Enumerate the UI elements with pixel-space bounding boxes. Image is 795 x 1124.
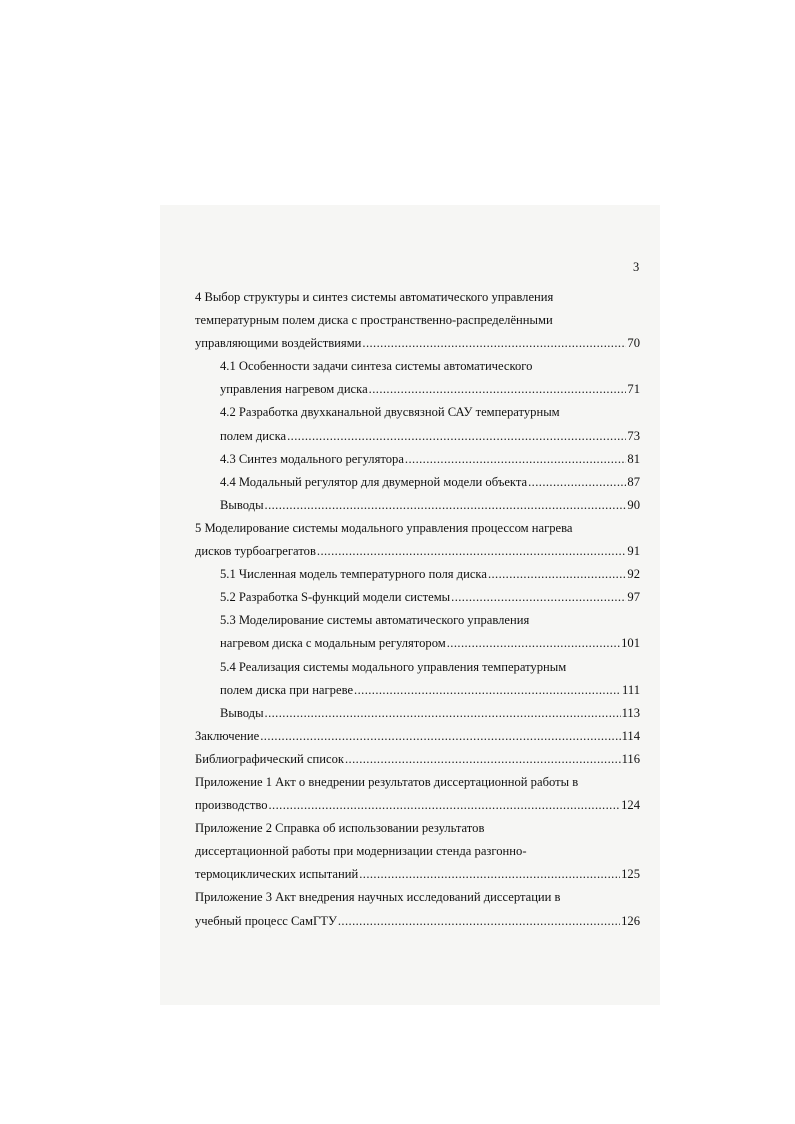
toc-section-4-1-line-1: 4.1 Особенности задачи синтеза системы автоматического [220, 359, 533, 374]
dot-leader [338, 910, 620, 933]
toc-entry-page: 125 [621, 867, 640, 882]
toc-entry-page: 114 [621, 728, 640, 743]
toc-section-4-2-entry [195, 425, 640, 448]
toc-entry-title: 5.1 Численная модель температурного поля диска [220, 567, 487, 582]
toc-entry-title: Библиографический список [195, 751, 344, 766]
dot-leader [359, 863, 620, 886]
toc-section-5-1-entry [195, 563, 640, 586]
toc-section-4-3-entry [195, 448, 640, 471]
toc-entry-title: Выводы [220, 705, 264, 720]
toc-entry-title: термоциклических испытаний [195, 867, 359, 882]
toc-entry-page: 70 [627, 336, 640, 351]
toc-appendix-2-entry [195, 863, 640, 886]
toc-entry-page: 111 [622, 682, 640, 697]
dot-leader [451, 586, 626, 609]
page-number: 3 [633, 260, 640, 274]
toc-appendix-3-line-1: Приложение 3 Акт внедрения научных исследований диссертации в [195, 890, 561, 905]
toc-chapter-4-entry [195, 332, 640, 355]
toc-entry-title: 4.3 Синтез модального регулятора [220, 451, 404, 466]
toc-entry-title: дисков турбоагрегатов [195, 544, 316, 559]
toc-appendix-2-line-2: диссертационной работы при модернизации стенда разгонно- [195, 844, 527, 859]
toc-chapter-4-line-2: температурным полем диска с пространственно-распределёнными [195, 313, 553, 328]
toc-appendix-2-line-1: Приложение 2 Справка об использовании результатов [195, 821, 485, 836]
dot-leader [269, 794, 621, 817]
toc-section-4-4-entry [195, 471, 640, 494]
dot-leader [317, 540, 627, 563]
dot-leader [488, 563, 626, 586]
toc-section-5-2-entry [195, 586, 640, 609]
toc-entry-page: 87 [627, 474, 640, 489]
toc-chapter-5-entry [195, 540, 640, 563]
dot-leader [287, 425, 626, 448]
toc-entry-title: полем диска при нагреве [220, 682, 354, 697]
toc-entry-page: 101 [621, 636, 640, 651]
toc-entry-page: 81 [627, 451, 640, 466]
toc-section-4-2-line-1: 4.2 Разработка двухканальной двусвязной САУ температурным [220, 405, 560, 420]
toc-entry-page: 73 [627, 428, 640, 443]
dot-leader [362, 332, 626, 355]
toc-entry-title: учебный процесс СамГТУ [195, 913, 337, 928]
dot-leader [447, 632, 620, 655]
toc-section-5-4-entry [195, 679, 640, 702]
dot-leader [265, 702, 621, 725]
toc-entry-title: управляющими воздействиями [195, 336, 362, 351]
toc-entry-page: 91 [627, 544, 640, 559]
toc-entry-page: 90 [627, 497, 640, 512]
toc-section-5-3-entry [195, 632, 640, 655]
toc-entry-page: 124 [621, 798, 640, 813]
toc-section-5-3-line-1: 5.3 Моделирование системы автоматического управления [220, 613, 530, 628]
toc-entry-title: Заключение [195, 728, 260, 743]
dot-leader [265, 494, 627, 517]
toc-section-4-1-entry [195, 378, 640, 401]
toc-entry-title: 5.2 Разработка S-функций модели системы [220, 590, 451, 605]
dot-leader [528, 471, 626, 494]
toc-conclusions-4-entry [195, 494, 640, 517]
toc-entry-page: 97 [627, 590, 640, 605]
toc-entry-title: полем диска [220, 428, 287, 443]
toc-entry-title: нагревом диска с модальным регулятором [220, 636, 446, 651]
toc-entry-title: управления нагревом диска [220, 382, 368, 397]
toc-appendix-3-entry [195, 910, 640, 933]
toc-appendix-1-line-1: Приложение 1 Акт о внедрении результатов диссертационной работы в [195, 774, 579, 789]
toc-conclusion-entry [195, 725, 640, 748]
dot-leader [354, 679, 621, 702]
toc-section-5-4-line-1: 5.4 Реализация системы модального управления температурным [220, 659, 567, 674]
toc-chapter-4-line-1: 4 Выбор структуры и синтез системы автоматического управления [195, 290, 554, 304]
toc-entry-page: 71 [627, 382, 640, 397]
toc-entry-title: производство [195, 798, 268, 813]
toc-entry-page: 92 [627, 567, 640, 582]
toc-entry-page: 113 [621, 705, 640, 720]
toc-entry-page: 126 [621, 913, 640, 928]
table-of-contents [195, 286, 640, 933]
dot-leader [260, 725, 620, 748]
dot-leader [345, 748, 621, 771]
toc-entry-title: 4.4 Модальный регулятор для двумерной модели объекта [220, 474, 528, 489]
toc-bibliography-entry [195, 748, 640, 771]
dot-leader [405, 448, 626, 471]
toc-appendix-1-entry [195, 794, 640, 817]
toc-entry-title: Выводы [220, 497, 264, 512]
toc-chapter-5-line-1: 5 Моделирование системы модального управления процессом нагрева [195, 520, 573, 535]
toc-entry-page: 116 [621, 751, 640, 766]
dot-leader [369, 378, 627, 401]
toc-conclusions-5-entry [195, 702, 640, 725]
